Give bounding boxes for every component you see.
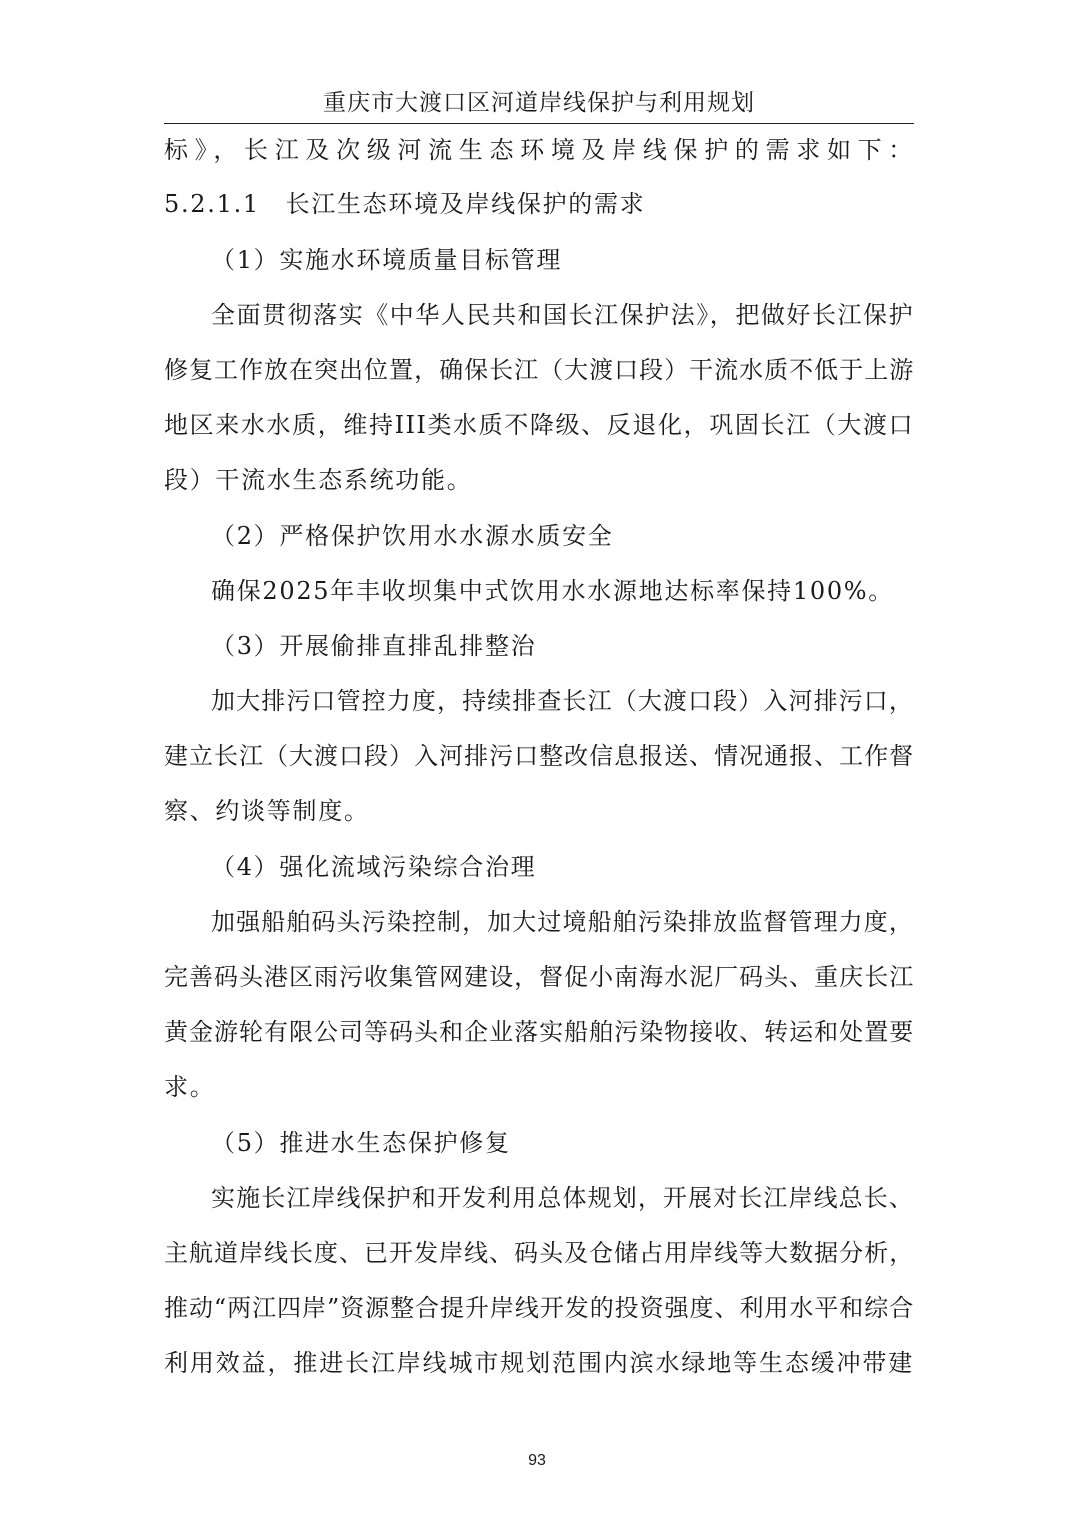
subheading: （5）推进水生态保护修复 (211, 1129, 511, 1157)
paragraph-line: 察、约谈等制度。 (164, 797, 370, 825)
paragraph-line: 利用效益，推进长江岸线城市规划范围内滨水绿地等生态缓冲带建 (164, 1349, 914, 1377)
paragraph-line: 完善码头港区雨污收集管网建设，督促小南海水泥厂码头、重庆长江 (164, 963, 914, 991)
paragraph-line: 地区来水水质，维持III类水质不降级、反退化，巩固长江（大渡口 (164, 411, 914, 439)
subheading: （1）实施水环境质量目标管理 (211, 246, 563, 274)
paragraph-line: 全面贯彻落实《中华人民共和国长江保护法》，把做好长江保护 (211, 301, 914, 329)
subheading: （4）强化流域污染综合治理 (211, 853, 537, 881)
page-number: 93 (528, 1452, 546, 1469)
paragraph-line: 主航道岸线长度、已开发岸线、码头及仓储占用岸线等大数据分析， (164, 1239, 914, 1267)
paragraph-line: 求。 (164, 1073, 216, 1101)
section-heading: 5.2.1.1 长江生态环境及岸线保护的需求 (164, 190, 646, 218)
paragraph-line: 段）干流水生态系统功能。 (164, 466, 473, 494)
paragraph-line: 标》，长江及次级河流生态环境及岸线保护的需求如下： (164, 136, 914, 164)
paragraph-line: 推动“两江四岸”资源整合提升岸线开发的投资强度、利用水平和综合 (164, 1294, 914, 1322)
paragraph-line: 加强船舶码头污染控制，加大过境船舶污染排放监督管理力度， (211, 908, 914, 936)
page-header-title: 重庆市大渡口区河道岸线保护与利用规划 (323, 90, 755, 116)
paragraph-line: 实施长江岸线保护和开发利用总体规划，开展对长江岸线总长、 (211, 1184, 914, 1212)
paragraph-line: 修复工作放在突出位置，确保长江（大渡口段）干流水质不低于上游 (164, 356, 914, 384)
header-rule (164, 123, 914, 124)
subheading: （3）开展偷排直排乱排整治 (211, 632, 537, 660)
subheading: （2）严格保护饮用水水源水质安全 (211, 522, 614, 550)
paragraph-line: 黄金游轮有限公司等码头和企业落实船舶污染物接收、转运和处置要 (164, 1018, 914, 1046)
paragraph-line: 加大排污口管控力度，持续排查长江（大渡口段）入河排污口， (211, 687, 914, 715)
paragraph-line: 确保2025年丰收坝集中式饮用水水源地达标率保持100%。 (211, 577, 894, 605)
paragraph-line: 建立长江（大渡口段）入河排污口整改信息报送、情况通报、工作督 (164, 742, 914, 770)
